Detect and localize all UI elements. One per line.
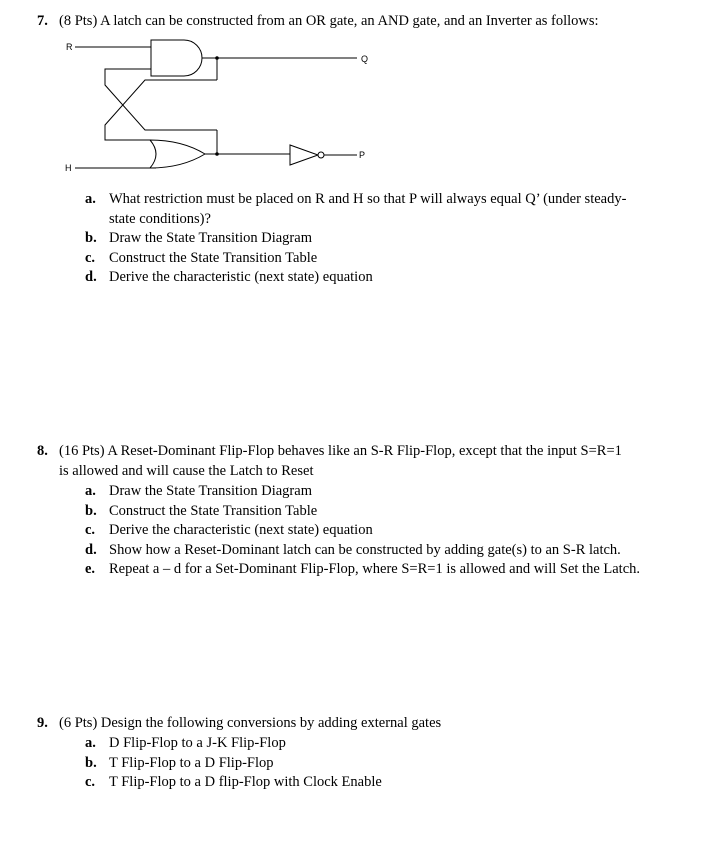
question-7-items	[85, 190, 645, 288]
list-item: c. Derive the characteristic (next state) equation	[85, 522, 373, 538]
junction-dot	[215, 152, 219, 156]
list-item: b. Draw the State Transition Diagram	[85, 230, 312, 246]
list-item: c. Construct the State Transition Table	[85, 249, 318, 266]
or-feedback-wire	[105, 69, 217, 130]
list-item: a. What restriction must be placed on R and H so that P will always equal Q’ (under steady-state conditions)?	[85, 191, 627, 227]
question-number: 9.	[37, 715, 48, 731]
question-text-line1: (16 Pts) A Reset-Dominant Flip-Flop behaves like an S-R Flip-Flop, except that the input S=R=1	[59, 443, 622, 459]
label-h: H	[65, 163, 72, 173]
list-item: e. Repeat a – d for a Set-Dominant Flip-Flop, where S=R=1 is allowed and will Set the Latch.	[85, 561, 641, 577]
question-text: (6 Pts) Design the following conversions by adding external gates	[59, 715, 442, 731]
list-item: a. D Flip-Flop to a J-K Flip-Flop	[85, 735, 286, 751]
question-9	[37, 714, 697, 734]
question-number: 7.	[37, 13, 48, 29]
or-gate	[150, 140, 205, 168]
list-item: a. Draw the State Transition Diagram	[85, 483, 312, 499]
label-p: P	[359, 150, 366, 160]
q-feedback-wire	[105, 80, 217, 140]
question-text-line2: is allowed and will cause the Latch to Reset	[59, 462, 314, 479]
list-item: b. T Flip-Flop to a D Flip-Flop	[85, 754, 274, 771]
list-item: d. Show how a Reset-Dominant latch can be constructed by adding gate(s) to an S-R latch.	[85, 541, 621, 558]
question-9-items	[85, 734, 685, 793]
list-item: b. Construct the State Transition Table	[85, 502, 318, 519]
question-text: (8 Pts) A latch can be constructed from an OR gate, an AND gate, and an Inverter as follows:	[59, 13, 599, 29]
label-r: R	[66, 42, 73, 52]
question-8-items	[85, 482, 685, 580]
junction-dot	[215, 56, 219, 60]
and-gate	[151, 40, 202, 76]
inverter-gate	[290, 145, 318, 165]
inverter-bubble	[318, 152, 324, 158]
question-8	[37, 442, 697, 481]
question-number: 8.	[37, 443, 48, 459]
list-item: d. Derive the characteristic (next state) equation	[85, 269, 373, 285]
list-item: c. T Flip-Flop to a D flip-Flop with Clock Enable	[85, 774, 382, 790]
label-q: Q	[361, 54, 369, 64]
